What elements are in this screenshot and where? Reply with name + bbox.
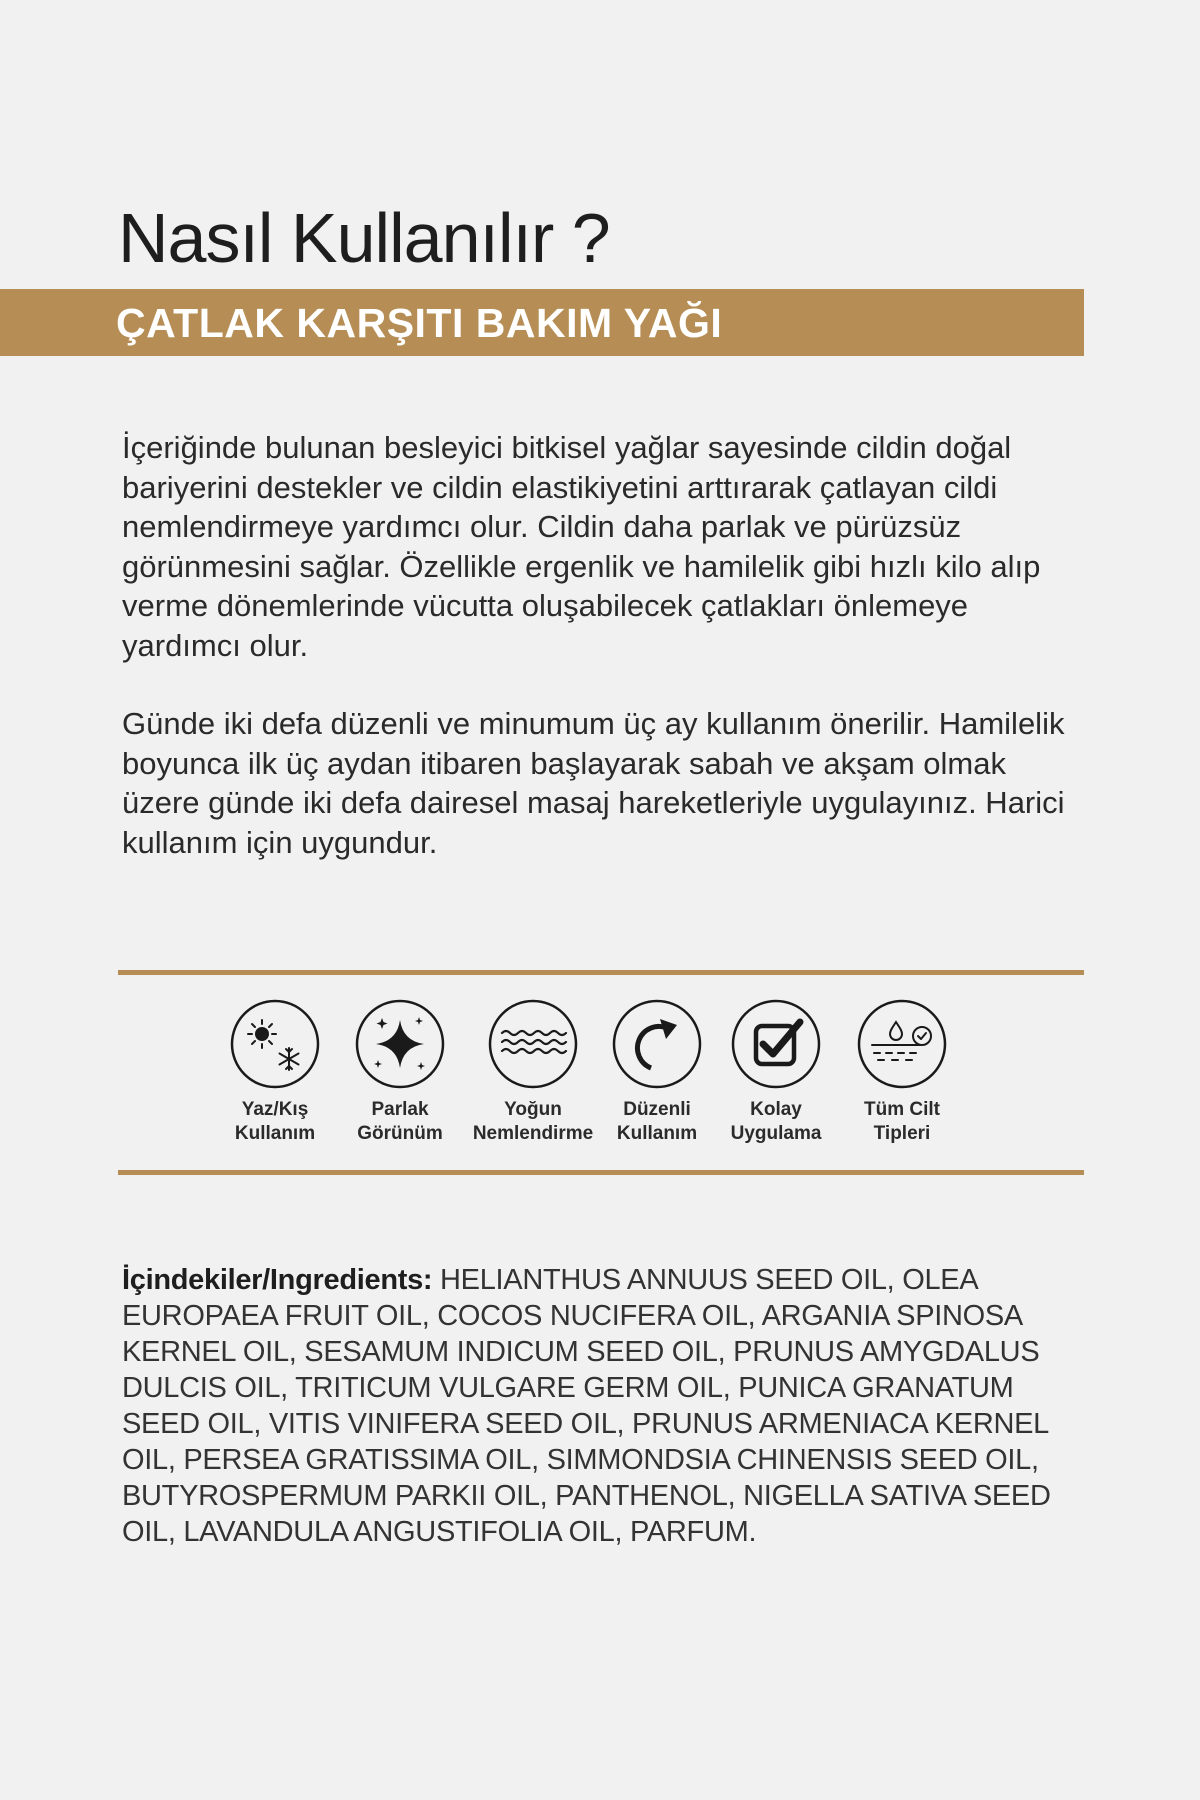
product-name-banner <box>0 289 1084 356</box>
checkbox-icon <box>730 998 822 1090</box>
refresh-arrow-icon <box>611 998 703 1090</box>
description-paragraph: İçeriğinde bulunan besleyici bitkisel yağlar sayesinde cildin doğal bariyerini destekler ve cildin elastikiyetini arttırarak çatlayan cildi nemlendirmeye yardımcı olur. Cildin daha parlak ve pürüzsüz görünmesini sağlar. Özellikle ergenlik ve hamilelik gibi hızlı kilo alıp verme dönemlerinde vücutta oluşabilecek çatlakları önlemeye yardımcı olur. <box>122 430 1041 663</box>
divider-top <box>118 970 1084 975</box>
feature-label-2: Kullanım <box>234 1123 316 1144</box>
feature-label-1: Yaz/Kış <box>241 1099 309 1120</box>
sparkle-icon <box>354 998 446 1090</box>
product-name: ÇATLAK KARŞITI BAKIM YAĞI <box>116 300 723 346</box>
feature-label-1: Tüm Cilt <box>864 1099 940 1120</box>
feature-item <box>594 998 720 1146</box>
feature-label-1: Yoğun <box>504 1099 562 1120</box>
feature-label-1: Parlak <box>371 1099 429 1120</box>
feature-label-1: Düzenli <box>623 1099 691 1120</box>
usage-paragraph: Günde iki defa düzenli ve minumum üç ay kullanım önerilir. Hamilelik boyunca ilk üç aydan itibaren başlayarak sabah ve akşam olmak üzere günde iki defa dairesel masaj hareketleriyle uygulayınız. Harici kullanım için uygundur. <box>122 706 1065 860</box>
sun-snowflake-icon <box>229 998 321 1090</box>
ingredients-label: İçindekiler/Ingredients: <box>122 1264 433 1296</box>
feature-item <box>839 998 965 1146</box>
description <box>122 428 1082 862</box>
feature-label-2: Görünüm <box>357 1123 443 1144</box>
feature-label-1: Kolay <box>750 1099 802 1120</box>
feature-label-2: Nemlendirme <box>472 1123 594 1144</box>
feature-label-2: Kullanım <box>616 1123 698 1144</box>
feature-item <box>337 998 463 1146</box>
feature-item <box>713 998 839 1146</box>
skin-drop-check-icon <box>856 998 948 1090</box>
feature-item <box>470 998 596 1146</box>
feature-item <box>212 998 338 1146</box>
features-row <box>212 998 1032 1158</box>
ingredients-list: HELIANTHUS ANNUUS SEED OIL, OLEA EUROPAEA FRUIT OIL, COCOS NUCIFERA OIL, ARGANIA SPINOSA KERNEL OIL, SESAMUM INDICUM SEED OIL, PRUNUS AMYGDALUS DULCIS OIL, TRITICUM VULGARE GERM OIL, PUNICA GRANATUM SEED OIL, VITIS VINIFERA SEED OIL, PRUNUS ARMENIACA KERNEL OIL, PERSEA GRATISSIMA OIL, SIMMONDSIA CHINENSIS SEED OIL, BUTYROSPERMUM PARKII OIL, PANTHENOL, NIGELLA SATIVA SEED OIL, LAVANDULA ANGUSTIFOLIA OIL, PARFUM. <box>122 1264 1051 1548</box>
ingredients <box>122 1262 1097 1550</box>
feature-label-2: Uygulama <box>730 1123 822 1144</box>
feature-label-2: Tipleri <box>873 1123 931 1144</box>
divider-bottom <box>118 1170 1084 1175</box>
waves-icon <box>487 998 579 1090</box>
page-title: Nasıl Kullanılır ? <box>118 199 610 277</box>
